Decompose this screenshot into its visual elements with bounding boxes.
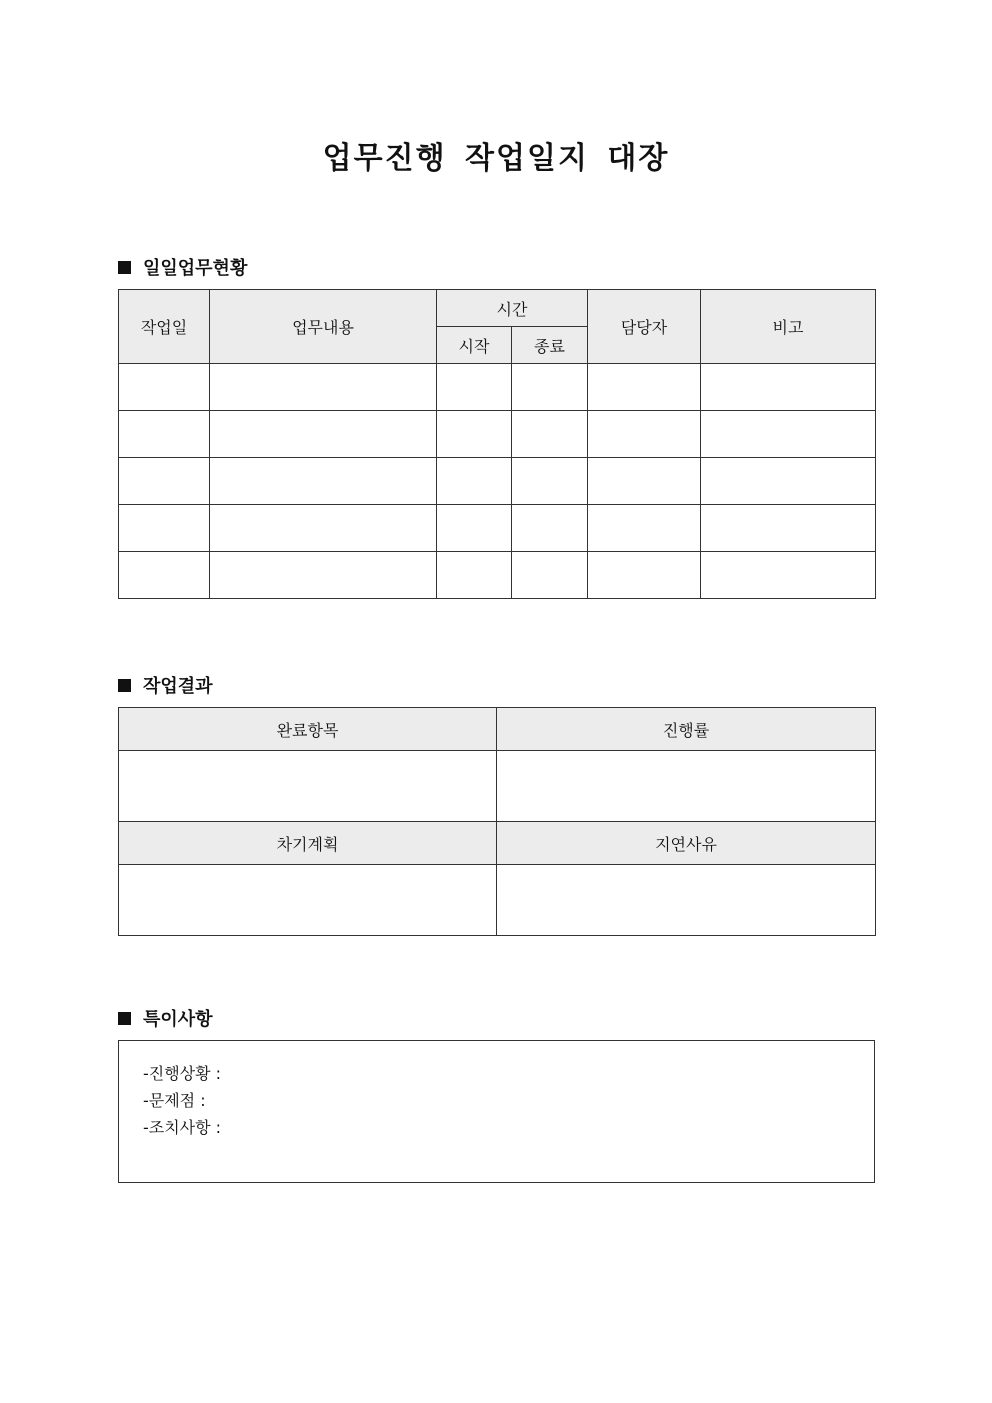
header-content: 업무내용 (210, 290, 437, 364)
table-row (119, 458, 876, 505)
cell[interactable] (588, 458, 701, 505)
header-date: 작업일 (119, 290, 210, 364)
delay-reason-cell[interactable] (497, 865, 876, 936)
cell[interactable] (512, 364, 588, 411)
cell[interactable] (701, 505, 876, 552)
header-remarks: 비고 (701, 290, 876, 364)
cell[interactable] (512, 505, 588, 552)
header-next-plan: 차기계획 (119, 822, 497, 865)
header-time: 시간 (437, 290, 588, 327)
section-notes-label (118, 1005, 213, 1031)
header-progress: 진행률 (497, 708, 876, 751)
section-daily-title: 일일업무현황 (143, 258, 248, 279)
header-completed: 완료항목 (119, 708, 497, 751)
cell[interactable] (437, 411, 512, 458)
note-action: -조치사항 : (143, 1118, 222, 1137)
cell[interactable] (701, 552, 876, 599)
cell[interactable] (701, 364, 876, 411)
header-start: 시작 (437, 327, 512, 364)
work-result-table (118, 707, 876, 936)
cell[interactable] (210, 458, 437, 505)
cell[interactable] (437, 458, 512, 505)
page-title: 업무진행 작업일지 대장 (322, 141, 670, 176)
note-progress: -진행상황 : (143, 1064, 222, 1083)
cell[interactable] (512, 411, 588, 458)
cell[interactable] (588, 411, 701, 458)
notes-box[interactable] (118, 1040, 875, 1183)
table-row (119, 505, 876, 552)
square-bullet-icon (118, 261, 131, 274)
next-plan-cell[interactable] (119, 865, 497, 936)
cell[interactable] (437, 505, 512, 552)
header-delay-reason: 지연사유 (497, 822, 876, 865)
cell[interactable] (588, 552, 701, 599)
cell[interactable] (512, 458, 588, 505)
cell[interactable] (588, 364, 701, 411)
table-row (119, 552, 876, 599)
cell[interactable] (210, 552, 437, 599)
cell[interactable] (119, 411, 210, 458)
note-problem: -문제점 : (143, 1091, 206, 1110)
cell[interactable] (701, 411, 876, 458)
square-bullet-icon (118, 1012, 131, 1025)
cell[interactable] (701, 458, 876, 505)
completed-cell[interactable] (119, 751, 497, 822)
cell[interactable] (512, 552, 588, 599)
daily-work-table (118, 289, 876, 599)
section-daily-label (118, 254, 247, 280)
cell[interactable] (210, 364, 437, 411)
section-result-label (118, 672, 213, 698)
cell[interactable] (210, 505, 437, 552)
cell[interactable] (437, 552, 512, 599)
square-bullet-icon (118, 679, 131, 692)
progress-cell[interactable] (497, 751, 876, 822)
cell[interactable] (588, 505, 701, 552)
cell[interactable] (119, 552, 210, 599)
cell[interactable] (210, 411, 437, 458)
section-notes-title: 특이사항 (143, 1009, 213, 1030)
table-row (119, 364, 876, 411)
cell[interactable] (437, 364, 512, 411)
cell[interactable] (119, 458, 210, 505)
header-owner: 담당자 (588, 290, 701, 364)
header-end: 종료 (512, 327, 588, 364)
section-result-title: 작업결과 (143, 676, 213, 697)
cell[interactable] (119, 505, 210, 552)
table-row (119, 411, 876, 458)
cell[interactable] (119, 364, 210, 411)
